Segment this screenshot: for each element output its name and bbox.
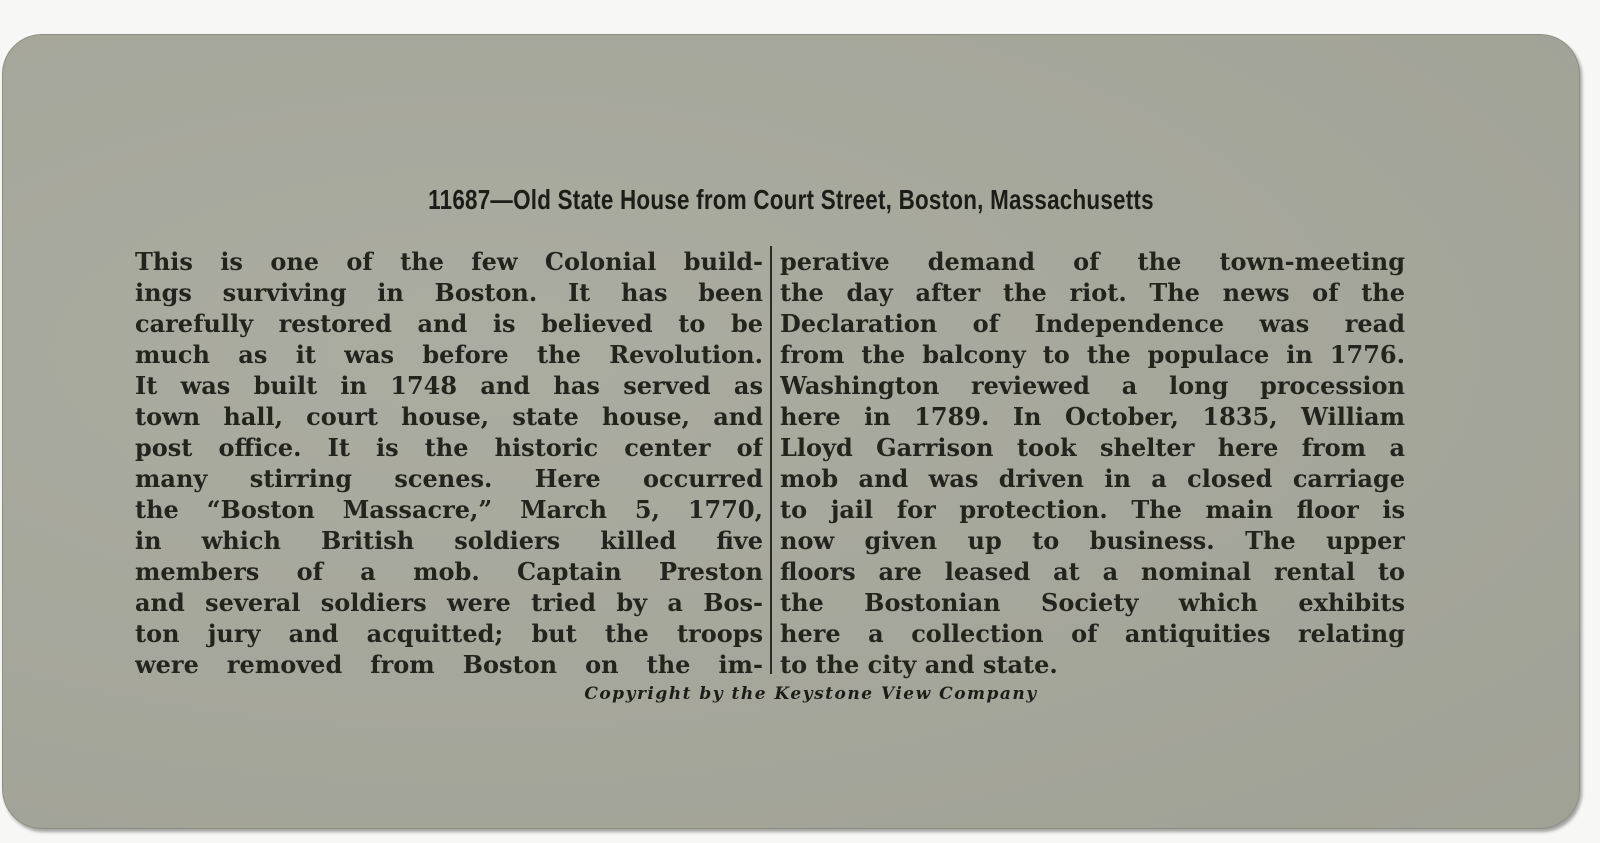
text-line: the Bostonian Society which exhibits [780,588,1405,617]
text-line: many stirring scenes. Here occurred [135,464,763,493]
text-line: to jail for protection. The main floor is [780,495,1405,524]
text-line: to the city and state. [780,650,1058,679]
text-line: Declaration of Independence was read [780,309,1405,338]
text-line: the day after the riot. The news of the [780,278,1405,307]
text-line: Lloyd Garrison took shelter here from a [780,433,1405,462]
text-line: floors are leased at a nominal rental to [780,557,1405,586]
right-text-column [780,246,1405,680]
text-line: Washington reviewed a long procession [780,371,1405,400]
text-line: here a collection of antiquities relating [780,619,1405,648]
text-line: now given up to business. The upper [780,526,1405,555]
text-line: mob and was driven in a closed carriage [780,464,1405,493]
text-line: here in 1789. In October, 1835, William [780,402,1405,431]
text-line: from the balcony to the populace in 1776. [780,340,1405,369]
text-line: members of a mob. Captain Preston [135,557,763,586]
text-line: ings surviving in Boston. It has been [135,278,763,307]
text-line: perative demand of the town-meeting [780,247,1405,276]
text-line: in which British soldiers killed five [135,526,763,555]
card-title: 11687—Old State House from Court Street, Boston, Massachusetts [428,184,1154,215]
copyright-notice: Copyright by the Keystone View Company [584,684,1038,704]
text-line: post office. It is the historic center of [135,433,763,462]
text-line: were removed from Boston on the im- [135,650,763,679]
text-line: town hall, court house, state house, and [135,402,763,431]
left-text-column [135,246,763,680]
text-line: This is one of the few Colonial build- [135,247,763,276]
text-line: and several soldiers were tried by a Bos- [135,588,763,617]
text-line: ton jury and acquitted; but the troops [135,619,763,648]
text-line: carefully restored and is believed to be [135,309,763,338]
text-line: much as it was before the Revolution. [135,340,763,369]
column-divider [770,246,772,674]
text-line: It was built in 1748 and has served as [135,371,763,400]
stereoview-card-back [2,34,1580,829]
text-line: the “Boston Massacre,” March 5, 1770, [135,495,763,524]
